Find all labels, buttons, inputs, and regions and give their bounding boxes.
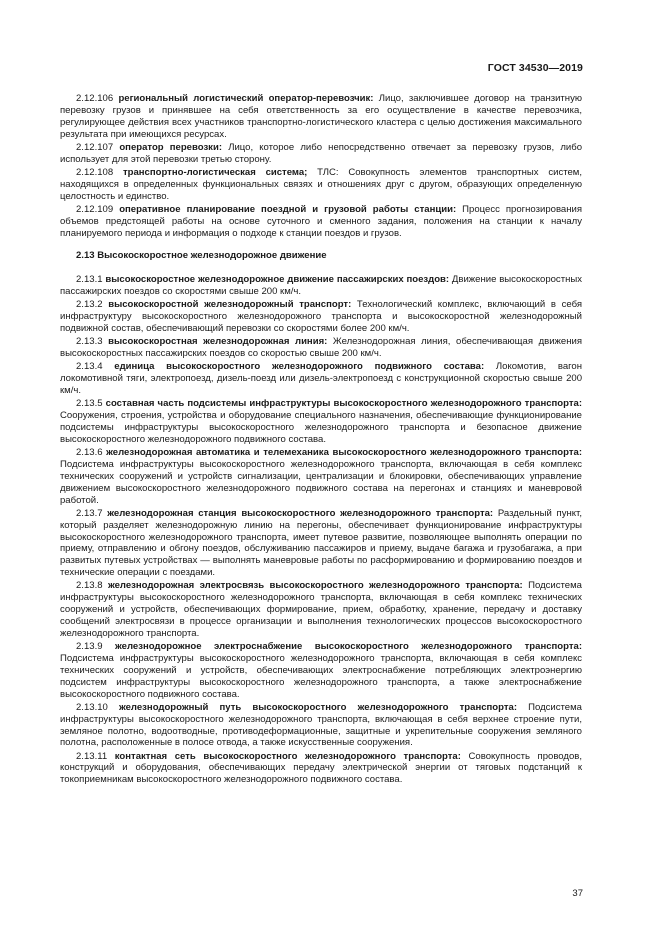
definition-paragraph bbox=[60, 299, 582, 335]
standard-header: ГОСТ 34530—2019 bbox=[487, 62, 583, 74]
definition-paragraph bbox=[60, 580, 582, 640]
definition-number: 2.12.106 bbox=[76, 93, 114, 104]
definition-text: Подсистема инфраструктуры высокоскоростного железнодорожного транспорта, включающая в себя комплекс технических сооружений и устройств сигнализации, централизации и блокировки, обеспечивающих управление движением высокоскоростного железнодорожного подвижного состава на перегонах и станциях и маневровой работой. bbox=[60, 458, 582, 506]
definition-number: 2.12.107 bbox=[76, 141, 114, 153]
definition-number: 2.12.109 bbox=[76, 203, 114, 215]
definition-text: Подсистема инфраструктуры высокоскоростного железнодорожного транспорта, включающая в себя комплекс технических сооружений и устройств, обеспечивающих электроснабжение потребляющих электроэнергию подсистем инфраструктуры высокоскоростного железнодорожного транспорта, а также электроснабжение высокоскоростного подвижного состава. bbox=[60, 652, 582, 700]
document-body bbox=[60, 93, 582, 786]
definition-paragraph bbox=[60, 274, 582, 298]
definition-text: ТЛС: Совокупность элементов транспортных систем, находящихся в определенных функциональных связях и отношениях друг с другом, образующих определенную целостность и единство. bbox=[60, 166, 583, 202]
definition-text: Лицо, которое либо непосредственно отвечает за перевозку грузов, либо использует для этой перевозки третью сторону. bbox=[60, 141, 583, 165]
definition-term: контактная сеть высокоскоростного железнодорожного транспорта: bbox=[114, 750, 461, 762]
definition-paragraph bbox=[60, 641, 582, 701]
definition-text: Локомотив, вагон локомотивной тяги, электропоезд, дизель-поезд или дизель-электропоезд с конструкционной скоростью свыше 200 км/ч. bbox=[60, 361, 582, 397]
definition-number: 2.13.11 bbox=[76, 750, 108, 762]
definition-text: Лицо, заключившее договор на транзитную перевозку грузов и принявшее на себя ответственность за его осуществление в качестве перевозчика, регулирующее действия всех участников транспортно-логистического кластера с целью достижения максимального результата при имеющихся ресурсах. bbox=[60, 93, 582, 140]
definition-term: железнодорожная автоматика и телемеханика высокоскоростного железнодорожного транспорта: bbox=[106, 446, 582, 458]
definition-term: оперативное планирование поездной и грузовой работы станции: bbox=[119, 203, 457, 215]
definition-term: железнодорожный путь высокоскоростного железнодорожного транспорта: bbox=[118, 701, 517, 713]
definition-number: 2.13.10 bbox=[76, 701, 108, 713]
definition-text: Совокупность проводов, конструкций и оборудования, обеспечивающих передачу электрической энергии от тяговых подстанций к токоприемникам высокоскоростного железнодорожного подвижного состава. bbox=[60, 750, 582, 786]
definition-term: транспортно-логистическая система; bbox=[122, 166, 308, 178]
definition-paragraph bbox=[60, 142, 582, 166]
definition-text: Подсистема инфраструктуры высокоскоростного железнодорожного транспорта, включающая в себя верхнее строение пути, земляное полотно, водоотводные, противодеформационные, защитные и укрепительные сооружения земляного полотна, расположенные в полосе отвода, а также искусственные сооружения. bbox=[60, 701, 582, 749]
definition-paragraph bbox=[60, 361, 582, 397]
definition-paragraph bbox=[60, 167, 582, 203]
definition-term: высокоскоростной железнодорожный транспорт: bbox=[108, 299, 352, 311]
section-heading: 2.13 Высокоскоростное железнодорожное движение bbox=[76, 250, 327, 262]
definition-text: Подсистема инфраструктуры высокоскоростного железнодорожного транспорта, включающая в себя комплекс технических сооружений и устройств, обеспечивающих формирование, прием, обработку, хранение, передачу и доставку сообщений электросвязи в процессе организации и выполнения технологических процессов высокоскоростного железнодорожного транспорта. bbox=[60, 580, 582, 639]
definition-term: высокоскоростная железнодорожная линия: bbox=[108, 336, 328, 348]
definition-paragraph bbox=[60, 508, 582, 579]
section-2-13-definitions bbox=[60, 274, 582, 786]
definition-term: составная часть подсистемы инфраструктуры высокоскоростного железнодорожного транспорта: bbox=[105, 398, 583, 410]
page-number: 37 bbox=[572, 888, 583, 899]
definition-term: железнодорожная электросвязь высокоскоростного железнодорожного транспорта: bbox=[107, 580, 523, 592]
definition-number: 2.13.4 bbox=[76, 361, 103, 373]
definition-number: 2.13.1 bbox=[76, 274, 103, 286]
definition-term: железнодорожное электроснабжение высокоскоростного железнодорожного транспорта: bbox=[115, 641, 582, 653]
definition-text: Сооружения, строения, устройства и оборудование специального назначения, обеспечивающие функционирование подсистемы инфраструктуры высокоскоростного железнодорожного транспорта и безопасное движение высокоскоростного железнодорожного подвижного состава. bbox=[60, 410, 582, 445]
definition-number: 2.13.3 bbox=[76, 336, 103, 348]
definition-paragraph bbox=[60, 93, 582, 141]
definition-text: Движение высокоскоростных пассажирских поездов со скоростями свыше 200 км/ч. bbox=[60, 274, 582, 298]
definition-term: региональный логистический оператор-перевозчик: bbox=[118, 93, 374, 104]
definition-paragraph bbox=[60, 447, 582, 507]
definition-number: 2.13.6 bbox=[76, 446, 103, 458]
definition-term: оператор перевозки: bbox=[119, 141, 223, 153]
section-2-12-definitions bbox=[60, 93, 582, 239]
definition-term: железнодорожная станция высокоскоростного железнодорожного транспорта: bbox=[107, 507, 494, 519]
definition-number: 2.12.108 bbox=[76, 166, 114, 178]
definition-term: высокоскоростное железнодорожное движение пассажирских поездов: bbox=[105, 274, 450, 286]
definition-number: 2.13.2 bbox=[76, 299, 103, 311]
definition-text: Железнодорожная линия, обеспечивающая движения высокоскоростных пассажирских поездов со скоростью свыше 200 км/ч. bbox=[60, 336, 583, 360]
definition-number: 2.13.8 bbox=[76, 580, 103, 592]
definition-number: 2.13.5 bbox=[76, 398, 103, 410]
definition-paragraph bbox=[60, 702, 582, 750]
definition-text: Процесс прогнозирования объемов предстоящей работы на основе суточного и сменного задания, положения на станции к началу планируемого периода и информация о подходе к станции поездов и грузов. bbox=[60, 203, 583, 239]
definition-paragraph bbox=[60, 336, 582, 360]
definition-paragraph bbox=[60, 398, 582, 446]
definition-text: Раздельный пункт, который разделяет железнодорожную линию на перегоны, обеспечивает функционирование инфраструктуры высокоскоростного железнодорожного транспорта, имеет путевое развитие, позволяющее выполнять операции по приему, отправлению и обгону поездов, обслуживанию пассажиров и приему, выдаче багажа и грузобагажа, а при развитых путевых устройствах — выполнять маневровые работы по расформированию и формированию поездов и технические операции с поездами. bbox=[60, 507, 582, 579]
definition-term: единица высокоскоростного железнодорожного подвижного состава: bbox=[114, 361, 485, 373]
definition-paragraph bbox=[60, 751, 582, 787]
definition-number: 2.13.9 bbox=[76, 641, 103, 653]
definition-text: Технологический комплекс, включающий в себя инфраструктуру высокоскоростного железнодорожного транспорта и высокоскоростной железнодорожный подвижной состав, обеспечивающий перевозки со скоростями более 200 км/ч. bbox=[60, 299, 582, 335]
definition-paragraph bbox=[60, 204, 582, 240]
definition-number: 2.13.7 bbox=[76, 507, 103, 519]
